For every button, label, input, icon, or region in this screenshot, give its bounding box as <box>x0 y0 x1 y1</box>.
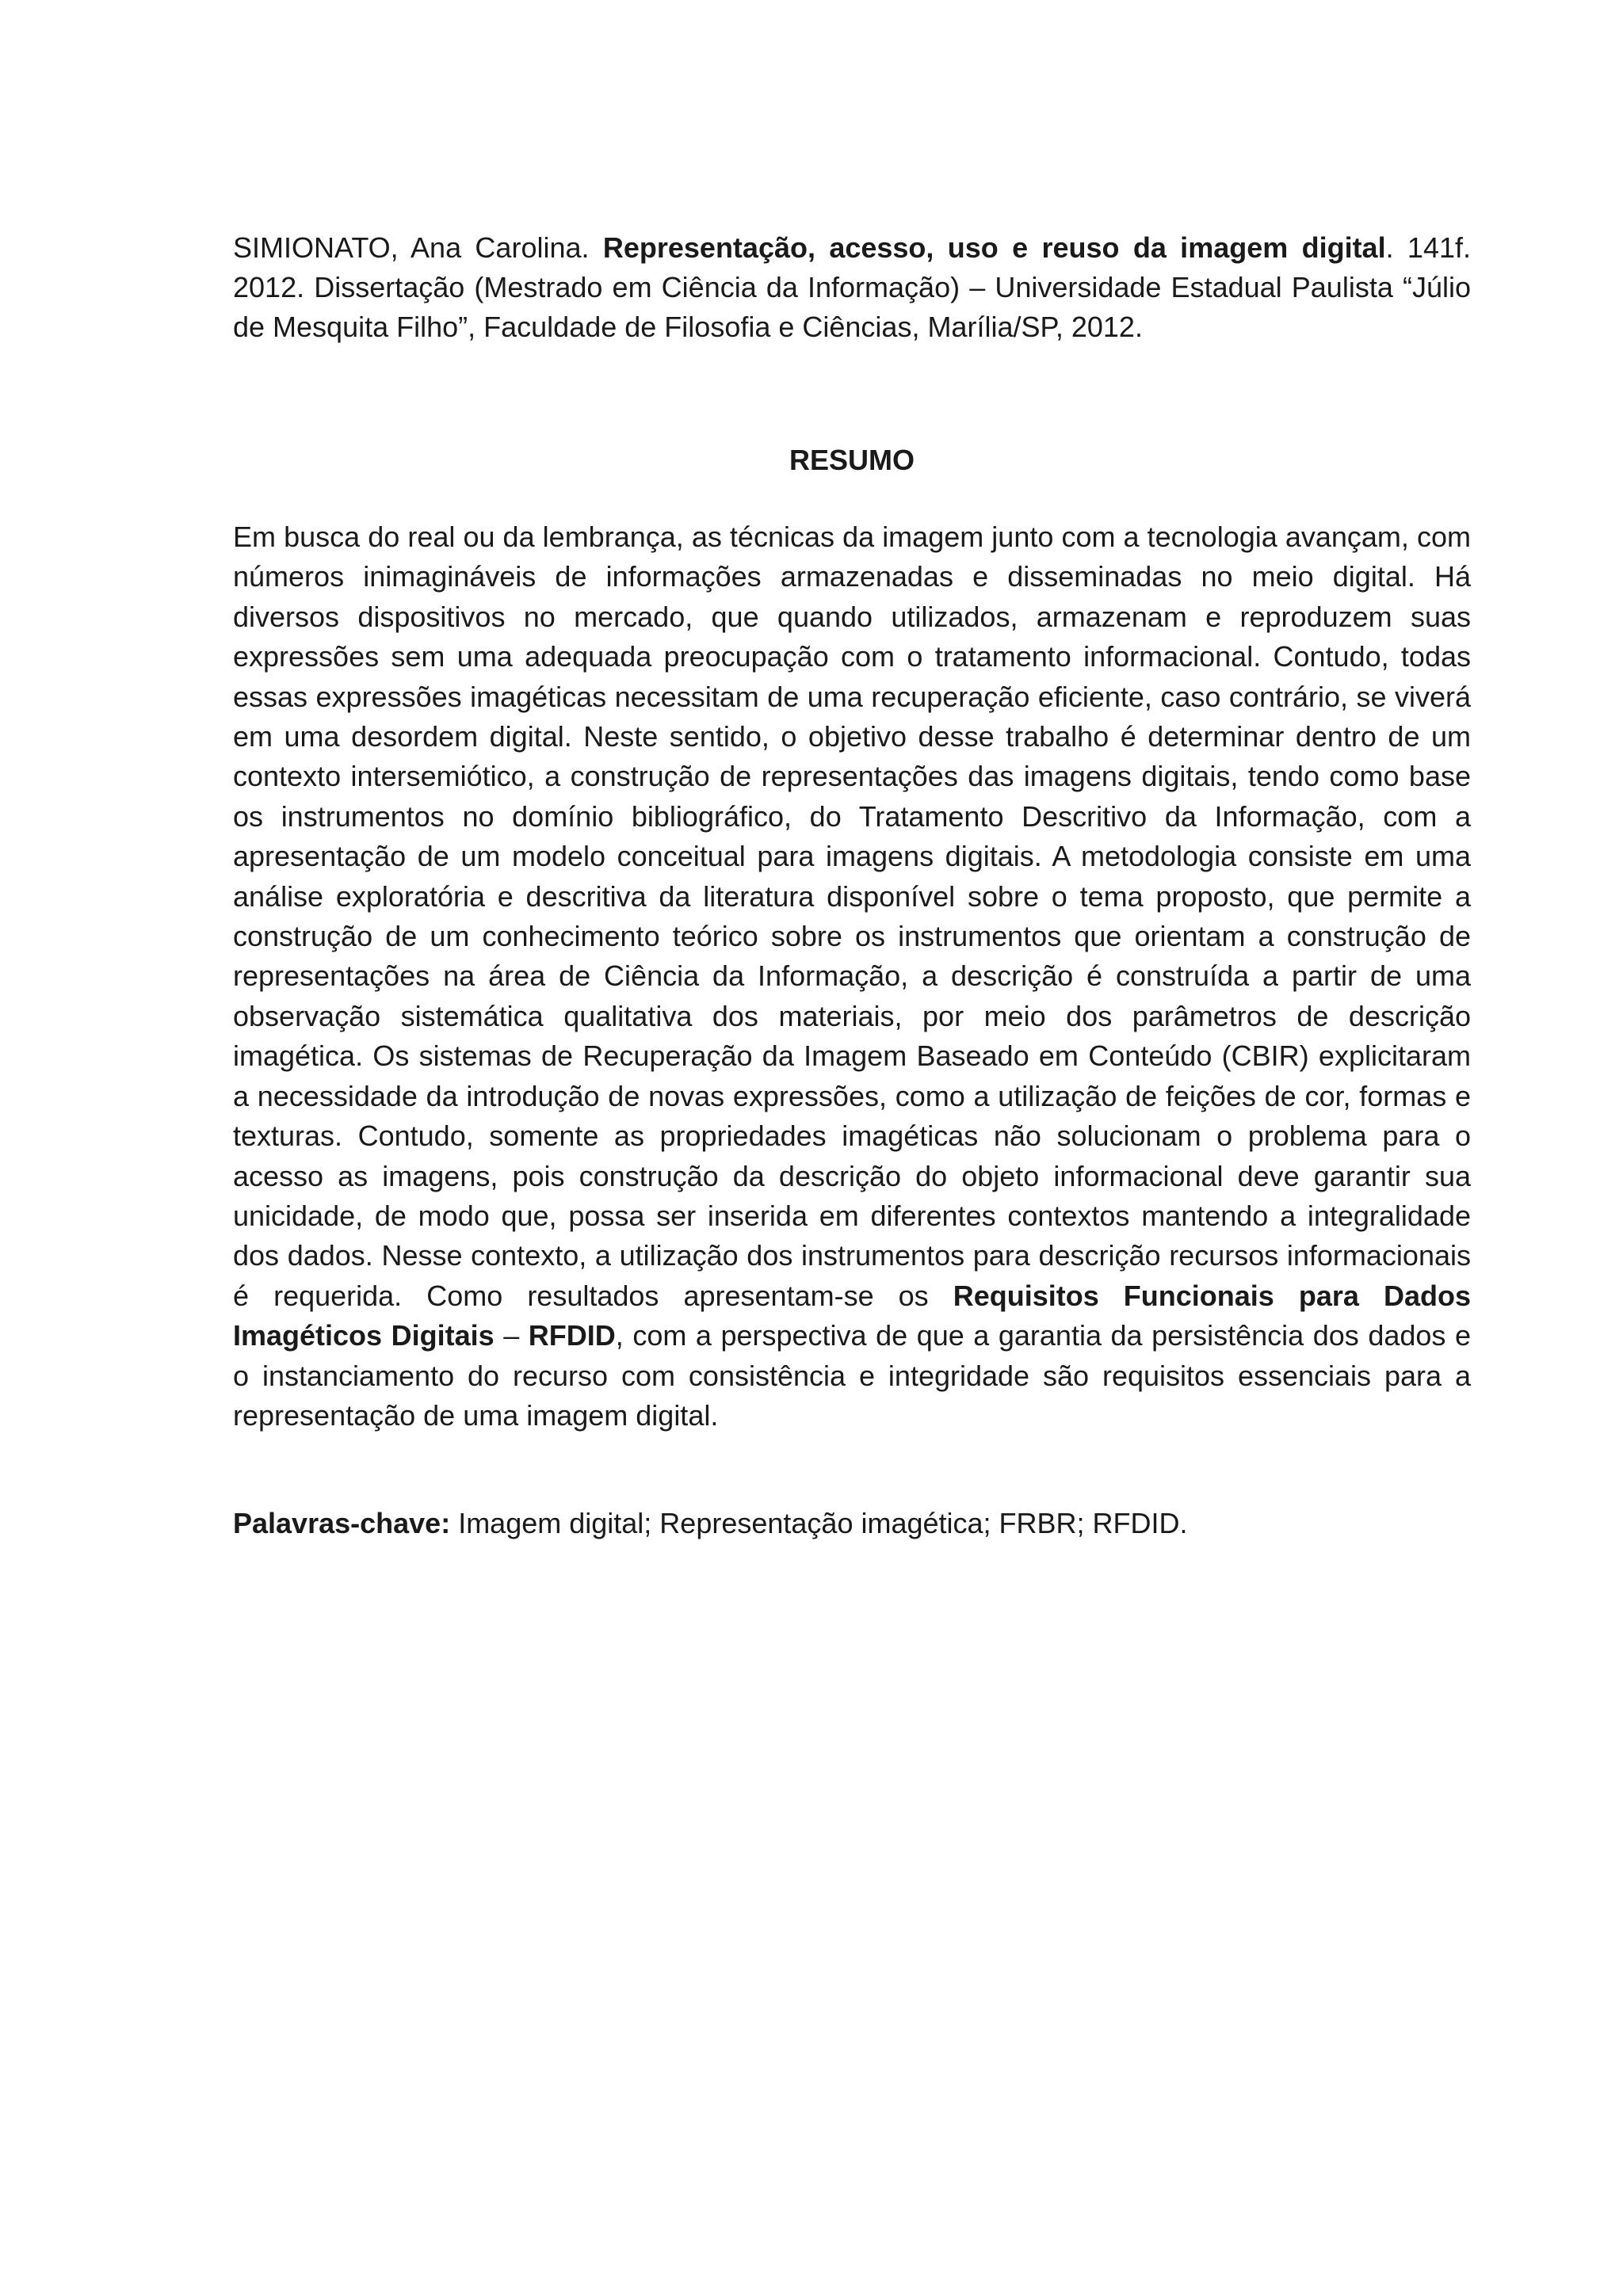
abstract-body <box>233 517 1471 1436</box>
abstract-acronym: RFDID <box>528 1319 616 1352</box>
bibliographic-citation <box>233 228 1471 347</box>
keywords <box>233 1504 1471 1543</box>
document-page <box>233 228 1471 1539</box>
citation-details: . 141f. 2012. Dissertação (Mestrado em Ciência da Informação) – Universidade Estadual Paulista “Júlio de Mesquita Filho”, Faculdade de Filosofia e Ciências, Marília/SP, 2012. <box>233 231 1471 343</box>
keywords-value: Imagem digital; Representação imagética; FRBR; RFDID. <box>450 1507 1188 1539</box>
abstract-text-part3: , com a perspectiva de que a garantia da persistência dos dados e o instanciamento do recurso com consistência e integridade são requisitos essenciais para a representação de uma imagem digital. <box>233 1319 1471 1432</box>
keywords-label: Palavras-chave: <box>233 1507 451 1539</box>
abstract-heading: RESUMO <box>789 444 915 476</box>
abstract-text-part2: – <box>494 1319 529 1352</box>
abstract-text-part1: Em busca do real ou da lembrança, as técnicas da imagem junto com a tecnologia avançam, com números inimagináveis de informações armazenadas e disseminadas no meio digital. Há diversos dispositivos no mercado, que quando utilizados, armazenam e reproduzem suas expressões sem uma adequada preocupação com o tratamento informacional. Contudo, todas essas expressões imagéticas necessitam de uma recuperação eficiente, caso contrário, se viverá em uma desordem digital. Neste sentido, o objetivo desse trabalho é determinar dentro de um contexto intersemiótico, a construção de representações das imagens digitais, tendo como base os instrumentos no domínio bibliográfico, do Tratamento Descritivo da Informação, com a apresentação de um modelo conceitual para imagens digitais. A metodologia consiste em uma análise exploratória e descritiva da literatura disponível sobre o tema proposto, que permite a construção de um conhecimento teórico sobre os instrumentos que orientam a construção de representações na área de Ciência da Informação, a descrição é construída a partir de uma observação sistemática qualitativa dos materiais, por meio dos parâmetros de descrição imagética. Os sistemas de Recuperação da Imagem Baseado em Conteúdo (CBIR) explicitaram a necessidade da introdução de novas expressões, como a utilização de feições de cor, formas e texturas. Contudo, somente as propriedades imagéticas não solucionam o problema para o acesso as imagens, pois construção da descrição do objeto informacional deve garantir sua unicidade, de modo que, possa ser inserida em diferentes contextos mantendo a integralidade dos dados. Nesse contexto, a utilização dos instrumentos para descrição recursos informacionais é requerida. Como resultados apresentam-se os <box>233 521 1471 1312</box>
citation-author: SIMIONATO, Ana Carolina. <box>233 231 603 264</box>
abstract-highlight: Requisitos Funcionais para Dados Imagéticos Digitais <box>233 1279 1471 1352</box>
citation-title: Representação, acesso, uso e reuso da imagem digital <box>602 231 1386 264</box>
